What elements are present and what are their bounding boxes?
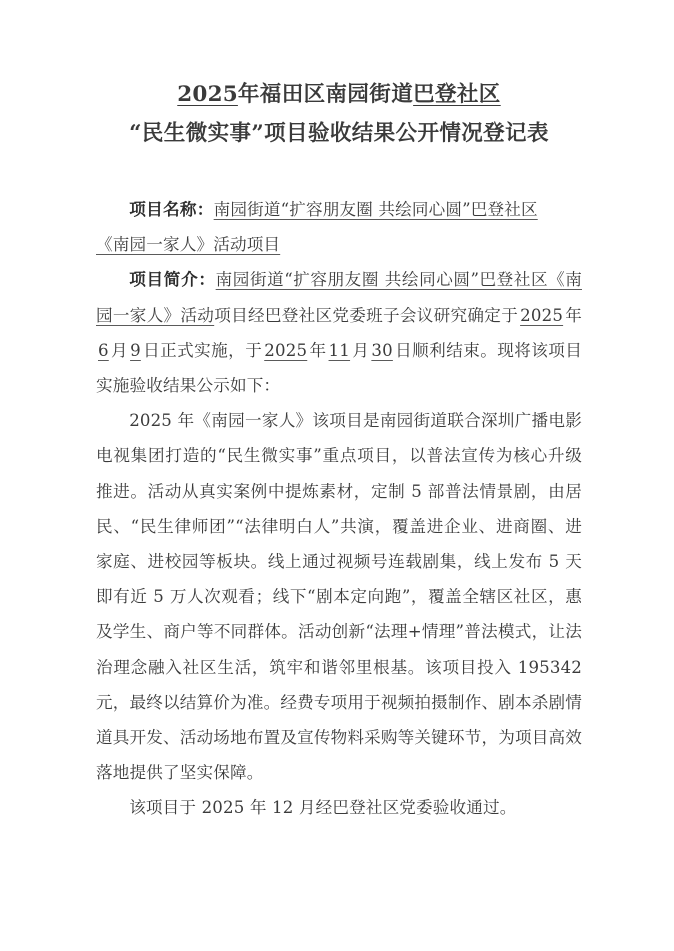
spacer [96, 182, 582, 192]
year-unit-2: 年 [309, 340, 327, 360]
month-unit-1: 月 [110, 340, 129, 360]
after-end-date-text: 顺利结束。现将该项目实施验收结果公示如下： [96, 340, 583, 396]
body-paragraph-2: 该项目于 2025 年 12 月经巴登社区党委验收通过。 [129, 798, 517, 818]
project-intro-rest-text: 项目经巴登社区党委班子会议研究确定于 [214, 305, 519, 325]
end-month-value: 11 [328, 340, 351, 360]
title-middle-text: 年福田区南园街道 [237, 82, 414, 107]
project-name-label: 项目名称： [129, 199, 214, 219]
start-day-value: 9 [130, 340, 141, 360]
project-intro-underlined-part-2: 《南园一家人》活动 [96, 270, 582, 325]
day-unit-1: 日 [142, 340, 161, 360]
project-intro-underlined-part-1: 南园街道“扩容朋友圈 共绘同心圆”巴登社区 [215, 270, 549, 290]
start-year-value: 2025 [520, 305, 564, 325]
end-year-value: 2025 [264, 340, 308, 360]
body-paragraph-1: 2025 年《南园一家人》该项目是南园街道联合深圳广播电影电视集团打造的“民生微实事”重点项目，以普法宣传为核心升级推进。活动从真实案例中提炼素材，定制 5 部普法情景剧，由居民、“民生律师团”“法律明白人”共演，覆盖进企业、进商圈、进家庭、进校园等板块。线上通过视频号连载剧集，线上发布 5 天即有近 5 万人次观看；线下“剧本定向跑”，覆盖全辖区社区，惠及学生、商户等不同群体。活动创新“法理+情理”普法模式，让法治理念融入社区生活，筑牢和谐邻里根基。该项目投入 195342 元，最终以结算价为准。经费专项用于视频拍摄制作、剧本杀剧情道具开发、活动场地布置及宣传物料采购等关键环节，为项目高效落地提供了坚实保障。 [96, 411, 582, 783]
end-day-value: 30 [371, 340, 393, 360]
document-body [96, 154, 582, 826]
title-community: 巴登社区 [413, 82, 501, 107]
field-project-name [96, 192, 582, 262]
project-name-value-line1: 南园街道“扩容朋友圈 共绘同心圆”巴登社区 [213, 200, 538, 219]
document-title [96, 0, 582, 154]
day-unit-2: 日 [394, 340, 413, 360]
start-month-value: 6 [98, 340, 109, 360]
after-start-date-text: 正式实施，于 [160, 340, 263, 360]
project-name-value-line2: 《南园一家人》活动项目 [96, 235, 281, 255]
project-intro-label: 项目简介： [129, 269, 216, 290]
field-project-intro [96, 262, 582, 403]
title-line-2: “民生微实事”项目验收结果公开情况登记表 [129, 121, 549, 146]
month-unit-2: 月 [352, 340, 370, 360]
title-line-1 [96, 76, 582, 114]
year-unit-1: 年 [565, 305, 582, 325]
title-year: 2025 [177, 82, 238, 107]
